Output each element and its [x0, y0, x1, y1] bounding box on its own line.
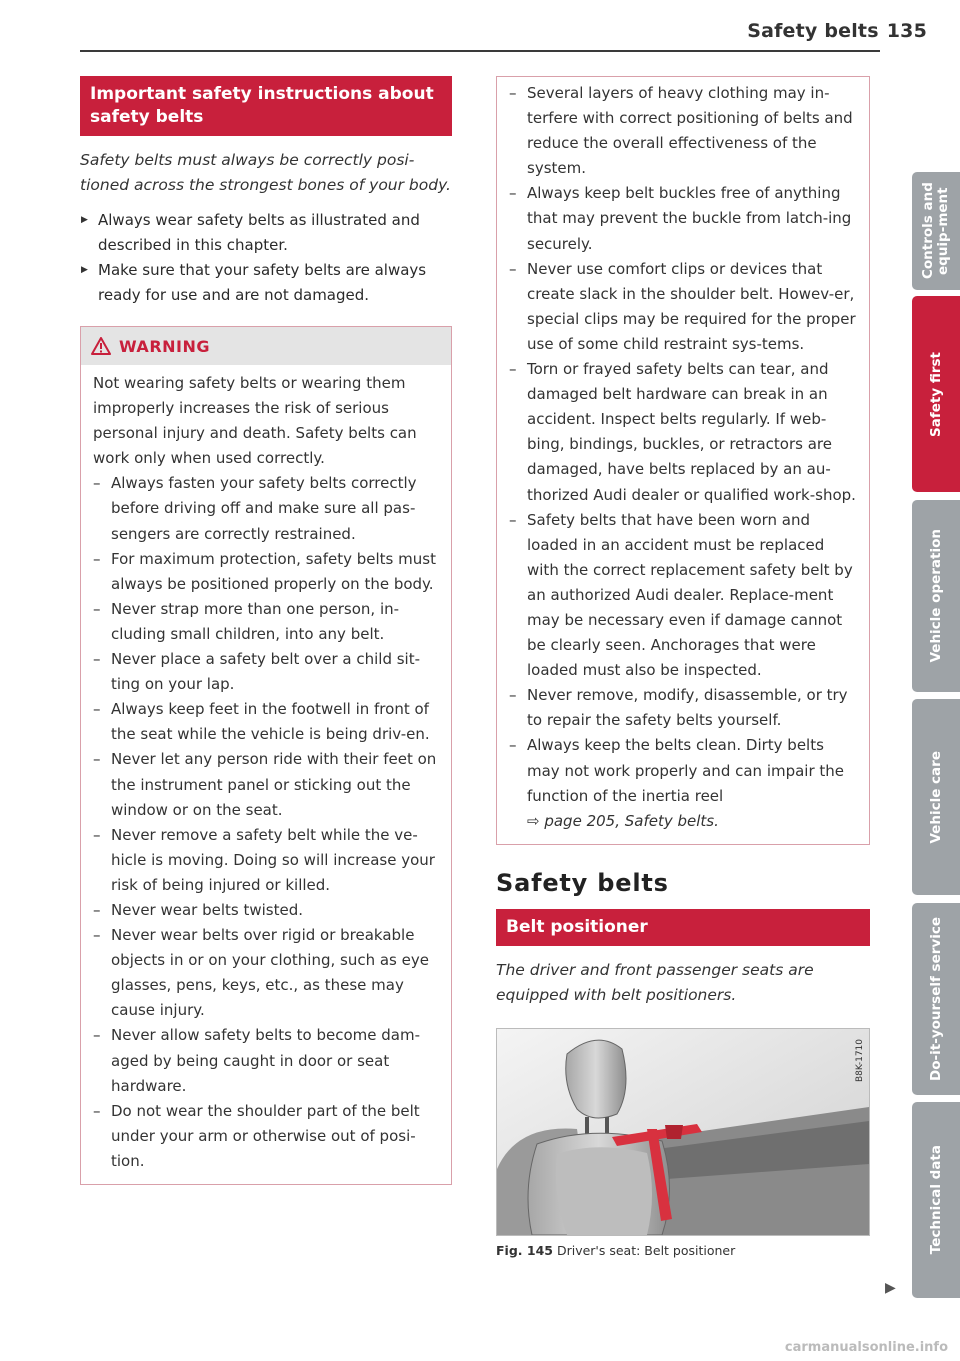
warning-item	[509, 733, 859, 833]
warning-text: Not wearing safety belts or wearing them improperly increases the risk of serious personal injury and death. Safety belts can work only when used correctly.	[93, 374, 417, 468]
warning-item: – Always keep belt buckles free of anything that may prevent the buckle from latch-ing securely.	[509, 181, 859, 256]
warning-item: – Do not wear the shoulder part of the belt under your arm or otherwise out of posi-tion.	[93, 1099, 441, 1174]
intro-text: Safety belts must always be correctly posi-tioned across the strongest bones of your body.	[80, 151, 451, 194]
warning-item: – Never use comfort clips or devices that create slack in the shoulder belt. Howev-er, special clips may be required for the proper use of some child restraint sys-tems.	[509, 257, 859, 357]
warning-item-text: Always keep the belts clean. Dirty belts may not work properly and can impair the function of the inertia reel	[527, 736, 845, 805]
warning-item: – Never allow safety belts to become dam-aged by being caught in door or seat hardware.	[93, 1023, 441, 1098]
right-column	[496, 76, 870, 1258]
instruction-item: ▶ Always wear safety belts as illustrated and described in this chapter.	[80, 208, 452, 258]
tab-vehicle-operation[interactable]	[912, 500, 960, 692]
warning-body	[81, 365, 451, 1184]
tab-technical-data[interactable]	[912, 1102, 960, 1298]
subsection-intro: The driver and front passenger seats are equipped with belt positioners.	[496, 960, 814, 1004]
seat-illustration	[497, 1029, 869, 1235]
tab-vehicle-care[interactable]	[912, 699, 960, 895]
warning-item: – Several layers of heavy clothing may in-terfere with correct positioning of belts and reduce the overall effectiveness of the system.	[509, 81, 859, 181]
warning-body-continued	[497, 77, 869, 844]
figure-belt-positioner	[496, 1028, 870, 1236]
warning-item: – Never strap more than one person, in-cluding small children, into any belt.	[93, 597, 441, 647]
warning-item: – Always fasten your safety belts correctly before driving off and make sure all pas-sengers are correctly restrained.	[93, 471, 441, 546]
instruction-list	[80, 208, 452, 308]
warning-box-continued	[496, 76, 870, 845]
figure-caption	[496, 1243, 870, 1258]
warning-item: – Never wear belts over rigid or breakable objects in or on your clothing, such as eye glasses, pens, keys, etc., as these may cause injury.	[93, 923, 441, 1023]
tab-label: Technical data	[927, 1145, 944, 1255]
warning-header	[81, 327, 451, 365]
instruction-item: ▶ Make sure that your safety belts are always ready for use and are not damaged.	[80, 258, 452, 308]
figure-code: B8K-1710	[855, 1038, 865, 1082]
warning-item: – Safety belts that have been worn and loaded in an accident must be replaced with the correct replacement safety belt by an authorized Audi dealer. Replace-ment may be necessary even if damage cannot be clearly seen. Anchorages that were loaded must also be inspected.	[509, 508, 859, 684]
tab-label: Controls and equip-ment	[920, 182, 951, 280]
watermark: carmanualsonline.info	[784, 1340, 948, 1355]
warning-title: WARNING	[119, 336, 210, 356]
warning-item: – Never remove a safety belt while the ve-hicle is moving. Doing so will increase your risk of being injured or killed.	[93, 823, 441, 898]
subsection-heading: Belt positioner	[496, 909, 870, 946]
figure-label: Fig. 145	[496, 1242, 553, 1258]
warning-list	[93, 471, 441, 1174]
left-column	[80, 76, 452, 1185]
tab-label: Vehicle operation	[927, 529, 944, 663]
running-header	[747, 20, 927, 42]
header-rule	[80, 50, 880, 52]
tab-label: Do-it-yourself service	[927, 917, 944, 1081]
figure-caption-text: Driver's seat: Belt positioner	[556, 1242, 736, 1258]
warning-item: – For maximum protection, safety belts must always be positioned properly on the body.	[93, 547, 441, 597]
warning-item: – Never wear belts twisted.	[93, 898, 441, 923]
tab-controls[interactable]	[912, 172, 960, 290]
tab-safety-first[interactable]	[912, 296, 960, 492]
tab-label: Safety first	[927, 351, 944, 437]
tab-do-it-yourself[interactable]	[912, 903, 960, 1095]
warning-item: – Always keep feet in the footwell in front of the seat while the vehicle is being driv-en.	[93, 697, 441, 747]
warning-list-continued	[509, 81, 859, 834]
continue-arrow-icon: ▶	[885, 1280, 896, 1296]
warning-item: – Never let any person ride with their feet on the instrument panel or sticking out the window or on the seat.	[93, 747, 441, 822]
page-reference-link[interactable]: ⇨ page 205, Safety belts.	[527, 811, 719, 830]
tab-label: Vehicle care	[927, 750, 944, 844]
header-section: Safety belts	[747, 20, 879, 42]
page-number: 135	[886, 20, 927, 42]
warning-item: – Never remove, modify, disassemble, or try to repair the safety belts yourself.	[509, 683, 859, 733]
section-heading: Important safety instructions about safety belts	[80, 76, 452, 136]
warning-box	[80, 326, 452, 1185]
warning-icon	[91, 337, 111, 355]
warning-item: – Torn or frayed safety belts can tear, and damaged belt hardware can break in an accident. Inspect belts regularly. If web-bing, bindings, buckles, or retractors are damaged, have belts replaced by an au-thorized Audi dealer or qualified work-shop.	[509, 357, 859, 508]
section-title: Safety belts	[496, 868, 669, 897]
warning-item: – Never place a safety belt over a child sit-ting on your lap.	[93, 647, 441, 697]
